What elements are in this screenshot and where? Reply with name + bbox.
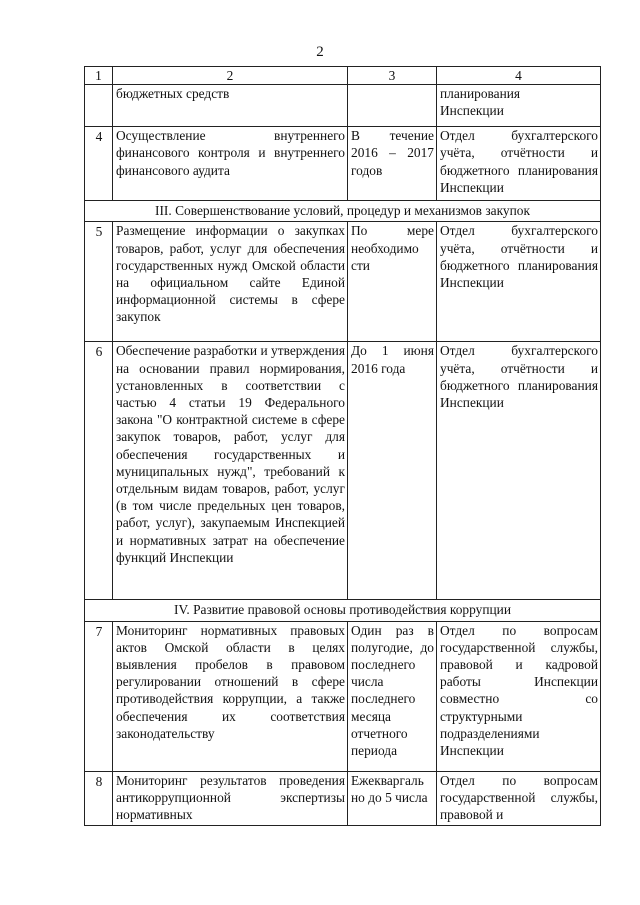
table-row (85, 621, 601, 771)
header-cell-2: 2 (113, 67, 348, 85)
table-row (85, 127, 601, 201)
table-row (85, 222, 601, 342)
row-action: Мониторинг нормативных правовых актов Омской области в целях выявления пробелов в правовом регулировании отношений в сфере противодействия коррупции, а также обеспечения их соответствия законодательству (113, 621, 348, 771)
row-action: бюджетных средств (113, 85, 348, 127)
row-number (85, 85, 113, 127)
row-responsible: Отдел по вопросам государственной службы, правовой и кадровой работы Инспекции совместно со структурными подразделениями Инспекции (437, 621, 601, 771)
row-term: Один раз в полугодие, до последнего числа последнего месяца отчетного периода (348, 621, 437, 771)
table-header-row (85, 67, 601, 85)
row-responsible: Отдел по вопросам государственной службы, правовой и (437, 771, 601, 825)
row-number: 7 (85, 621, 113, 771)
row-number: 4 (85, 127, 113, 201)
table-row (85, 771, 601, 825)
row-term: По мере необходимо сти (348, 222, 437, 342)
row-term (348, 85, 437, 127)
table-row-continuation (85, 85, 601, 127)
header-cell-4: 4 (437, 67, 601, 85)
section-heading-4: IV. Развитие правовой основы противодействия коррупции (85, 600, 601, 621)
row-responsible: Отдел бухгалтерского учёта, отчётности и бюджетного планирования Инспекции (437, 222, 601, 342)
row-action: Обеспечение разработки и утверждения на основании правил нормирования, установленных в соответствии с частью 4 статьи 19 Федерального закона "О контрактной системе в сфере закупок товаров, работ, услуг для обеспечения государственных и муниципальных нужд", требований к отдельным видам товаров, работ, услуг (в том числе предельных цен товаров, работ, услуг), закупаемым Инспекцией и нормативных затрат на обеспечение функций Инспекции (113, 342, 348, 600)
row-action: Размещение информации о закупках товаров, работ, услуг для обеспечения государственных нужд Омской области на официальном сайте Единой информационной системы в сфере закупок (113, 222, 348, 342)
row-number: 8 (85, 771, 113, 825)
row-number: 5 (85, 222, 113, 342)
row-responsible: Отдел бухгалтерского учёта, отчётности и бюджетного планирования Инспекции (437, 127, 601, 201)
section-heading-3: III. Совершенствование условий, процедур и механизмов закупок (85, 201, 601, 222)
row-term: В течение 2016 – 2017 годов (348, 127, 437, 201)
table-row (85, 342, 601, 600)
row-action: Мониторинг результатов проведения антикоррупционной экспертизы нормативных (113, 771, 348, 825)
row-responsible: Отдел бухгалтерского учёта, отчётности и бюджетного планирования Инспекции (437, 342, 601, 600)
row-term: Ежекваргаль но до 5 числа (348, 771, 437, 825)
action-plan-table (84, 66, 601, 826)
section-row (85, 201, 601, 222)
row-term: До 1 июня 2016 года (348, 342, 437, 600)
page-number: 2 (316, 44, 324, 60)
header-cell-3: 3 (348, 67, 437, 85)
row-action: Осуществление внутреннего финансового контроля и внутреннего финансового аудита (113, 127, 348, 201)
section-row (85, 600, 601, 621)
header-cell-1: 1 (85, 67, 113, 85)
row-number: 6 (85, 342, 113, 600)
row-responsible: планирования Инспекции (437, 85, 601, 127)
